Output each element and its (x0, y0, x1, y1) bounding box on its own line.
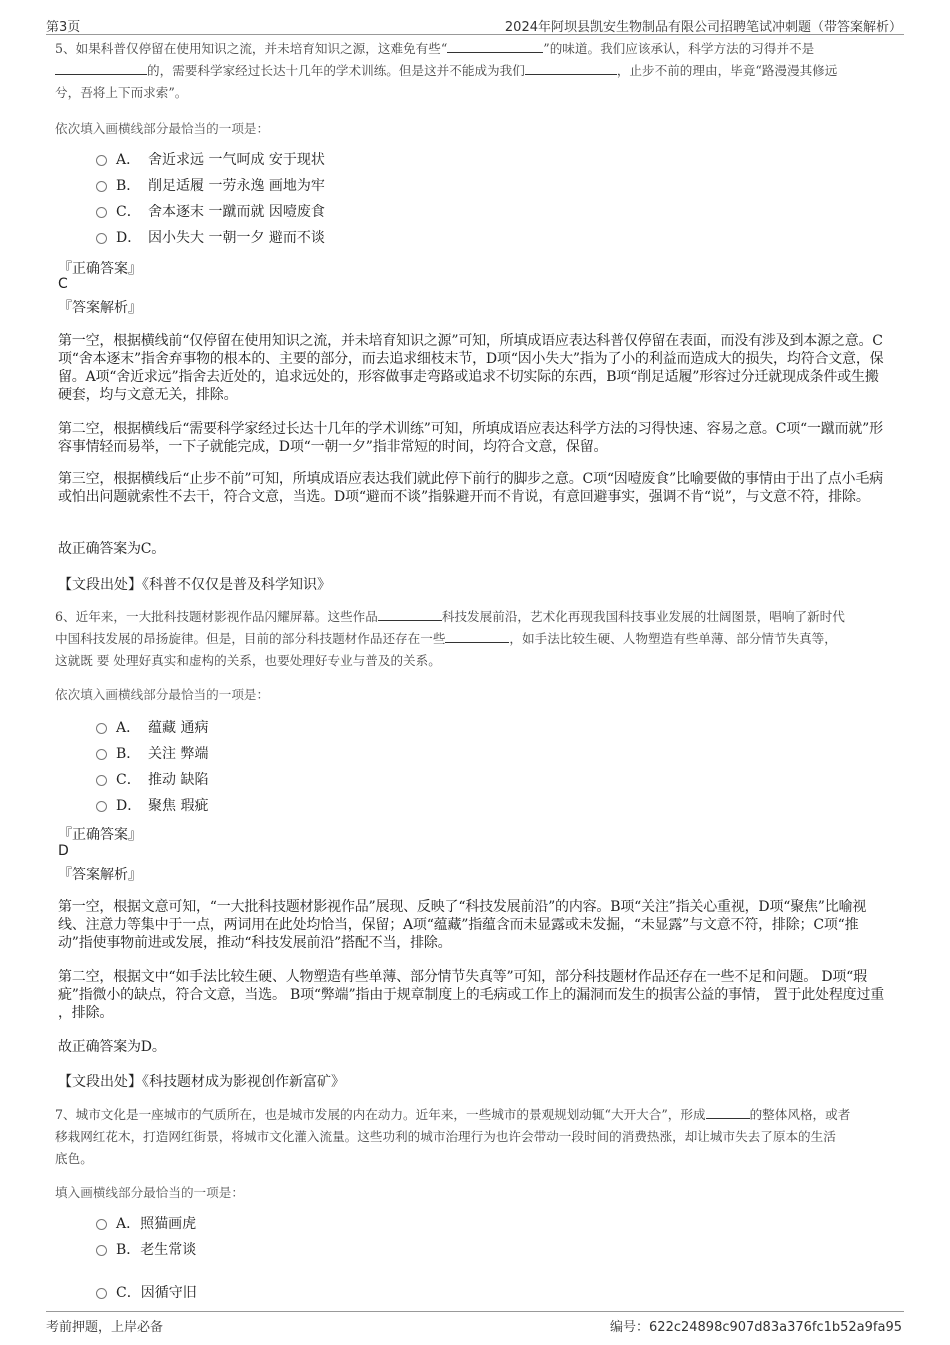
option-a[interactable]: A． 舍近求远 一气呵成 安于现状 (96, 150, 325, 170)
radio-icon[interactable] (96, 207, 107, 218)
document-id: 编号：622c24898c907d83a376fc1b52a9fa95 (610, 1320, 902, 1335)
option-c[interactable]: C． 推动 缺陷 (96, 770, 208, 790)
option-d[interactable]: D． 因小失大 一朝一夕 避而不谈 (96, 228, 325, 248)
question-7 (55, 1104, 895, 1170)
answer-label: 『正确答案』 (58, 261, 142, 277)
radio-icon[interactable] (96, 775, 107, 786)
answer-label: 『正确答案』 (58, 827, 142, 843)
source-citation: 【文段出处】《科普不仅仅是普及科学知识》 (58, 577, 331, 593)
question-instruction: 依次填入画横线部分最恰当的一项是： (55, 121, 270, 136)
footer-slogan: 考前押题，上岸必备 (46, 1320, 164, 1335)
correct-answer: D (58, 843, 69, 859)
radio-icon[interactable] (96, 723, 107, 734)
radio-icon[interactable] (96, 1219, 107, 1230)
page-footer (46, 1311, 904, 1334)
radio-icon[interactable] (96, 801, 107, 812)
option-a[interactable]: A． 蕴藏 通病 (96, 718, 208, 738)
analysis-conclusion: 故正确答案为D。 (58, 1039, 166, 1055)
question-stem: 7、城市文化是一座城市的气质所在，也是城市发展的内在动力。近年来，一些城市的景观规划动辄“大开大合”，形成 的整体风格，或者 移栽网红花木，打造网红街景，将城市文化灌入流量。这些功利的城市治理行为也许会带动一段时间的消费热涨，却让城市失去了原本的生活 底色。 (55, 1104, 895, 1170)
analysis-label: 『答案解析』 (58, 300, 142, 316)
option-b[interactable]: B．老生常谈 (96, 1240, 196, 1260)
analysis-paragraph: 第一空，根据文意可知，“一大批科技题材影视作品”展现、反映了“科技发展前沿”的内容。B项“关注”指关心重视，D项“聚焦”比喻视线、注意力等集中于一点，两词用在此处均恰当，保留；A项“蕴藏”指蕴含而未显露或未发掘，“未显露”与文意不符，排除；C项“推动”指使事物前进或发展，推动“科技发展前沿”搭配不当，排除。 (58, 899, 867, 951)
question-stem: 6、近年来，一大批科技题材影视作品闪耀屏幕。这些作品 科技发展前沿，艺术化再现我国科技事业发展的壮阔图景，唱响了新时代 中国科技发展的昂扬旋律。但是，目前的部分科技题材作品还存在一些 ，如手法比较生硬、人物塑造有些单薄、部分情节失真等， 这就既 要 处理好真实和虚构的关系，也要处理好专业与普及的关系。 (55, 606, 895, 672)
page-number: 第3页 (46, 20, 81, 35)
radio-icon[interactable] (96, 749, 107, 760)
option-b[interactable]: B． 削足适履 一劳永逸 画地为牢 (96, 176, 325, 196)
question-stem: 5、如果科普仅停留在使用知识之流，并未培育知识之源，这难免有些“ ”的味道。我们应该承认，科学方法的习得并不是 的，需要科学家经过长达十几年的学术训练。但是这并不能成为我们 ，止步不前的理由，毕竟“路漫漫其修远 兮，吾将上下而求索”。 (55, 38, 895, 104)
radio-icon[interactable] (96, 233, 107, 244)
correct-answer: C (58, 276, 68, 292)
analysis-paragraph: 第二空，根据横线后“需要科学家经过长达十几年的学术训练”可知，所填成语应表达科学方法的习得快速、容易之意。C项“一蹴而就”形容事情轻而易举，一下子就能完成，D项“一朝一夕”指非常短的时间，均符合文意，保留。 (58, 421, 883, 455)
option-b[interactable]: B． 关注 弊端 (96, 744, 208, 764)
option-c[interactable]: C． 舍本逐末 一蹴而就 因噎废食 (96, 202, 325, 222)
radio-icon[interactable] (96, 181, 107, 192)
analysis-conclusion: 故正确答案为C。 (58, 541, 166, 557)
option-a[interactable]: A．照猫画虎 (96, 1214, 196, 1234)
analysis-paragraph: 第三空，根据横线后“止步不前”可知，所填成语应表达我们就此停下前行的脚步之意。C项“因噎废食”比喻要做的事情由于出了点小毛病或怕出问题就索性不去干，符合文意，当选。D项“避而不谈”指躲避开而不肯说，有意回避事实，强调不肯“说”，与文意不符，排除。 (58, 471, 883, 505)
radio-icon[interactable] (96, 155, 107, 166)
analysis-paragraph: 第一空，根据横线前“仅停留在使用知识之流，并未培育知识之源”可知，所填成语应表达科普仅停留在表面，而没有涉及到本源之意。C项“舍本逐末”指舍弃事物的根本的、主要的部分，而去追求细枝末节，D项“因小失大”指为了小的利益而造成大的损失，均符合文意，保留。A项“舍近求远”指舍去近处的，追求远处的，形容做事走弯路或追求不切实际的东西，B项“削足适履”形容过分迁就现成条件或生搬硬套，均与文意无关，排除。 (58, 333, 884, 403)
radio-icon[interactable] (96, 1245, 107, 1256)
question-5 (55, 38, 895, 104)
analysis-label: 『答案解析』 (58, 867, 142, 883)
analysis-paragraph: 第二空，根据文中“如手法比较生硬、人物塑造有些单薄、部分情节失真等”可知，部分科技题材作品还存在一些不足和问题。 D项“瑕疵”指微小的缺点，符合文意，当选。 B项“弊端”指由于规章制度上的毛病或工作上的漏洞而发生的损害公益的事情， 置于此处程度过重 ，排除。 (58, 969, 885, 1021)
option-c[interactable]: C．因循守旧 (96, 1283, 197, 1303)
radio-icon[interactable] (96, 1288, 107, 1299)
question-instruction: 填入画横线部分最恰当的一项是： (55, 1185, 244, 1200)
question-6 (55, 606, 895, 672)
question-instruction: 依次填入画横线部分最恰当的一项是： (55, 687, 270, 702)
option-d[interactable]: D． 聚焦 瑕疵 (96, 796, 208, 816)
source-citation: 【文段出处】《科技题材成为影视创作新富矿》 (58, 1074, 345, 1090)
document-title: 2024年阿坝县凯安生物制品有限公司招聘笔试冲刺题（带答案解析） (504, 20, 902, 35)
page-header (46, 14, 904, 35)
